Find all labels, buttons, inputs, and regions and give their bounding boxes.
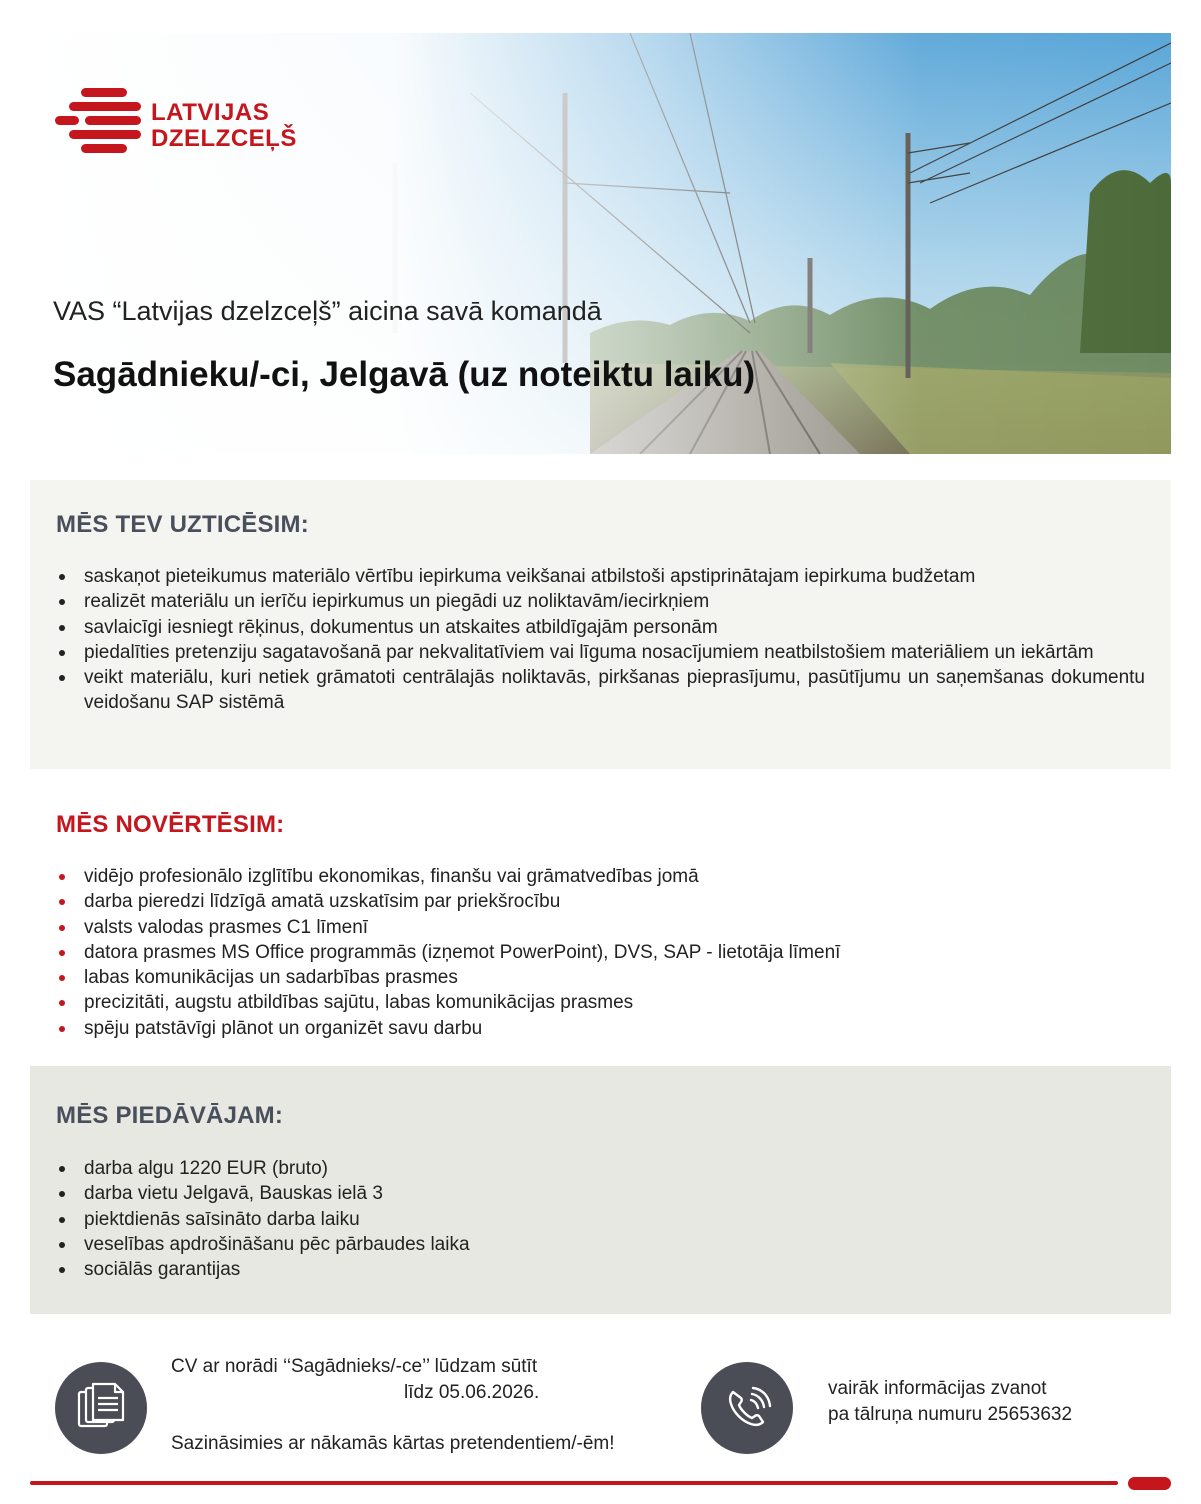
logo-line1: LATVIJAS	[151, 99, 270, 126]
list-item: realizēt materiālu un ierīču iepirkumus un piegādi uz noliktavām/iecirkņiem	[56, 589, 1145, 614]
list-item: precizitāti, augstu atbildības sajūtu, labas komunikācijas prasmes	[56, 990, 1145, 1015]
list-item: darba algu 1220 EUR (bruto)	[56, 1156, 1145, 1181]
phone-number-text: pa tālruņa numuru 25653632	[828, 1404, 1073, 1425]
section-heading: MĒS PIEDĀVĀJAM:	[56, 1102, 284, 1129]
list-item: spēju patstāvīgi plānot un organizēt savu darbu	[56, 1016, 1145, 1041]
section-responsibilities	[30, 480, 1171, 769]
requirements-list	[56, 864, 1145, 1041]
list-item: piedalīties pretenziju sagatavošanā par nekvalitatīviem vai līguma nosacījumiem neatbilstošiem materiāliem un iekārtām	[56, 640, 1145, 665]
list-item: veselības apdrošināšanu pēc pārbaudes laika	[56, 1232, 1145, 1257]
intro-text: VAS “Latvijas dzelzceļš” aicina savā komandā	[53, 296, 602, 326]
list-item: savlaicīgi iesniegt rēķinus, dokumentus un atskaites atbildīgajām personām	[56, 615, 1145, 640]
footer-divider	[30, 1481, 1118, 1485]
footer-accent	[1128, 1477, 1171, 1490]
list-item: darba pieredzi līdzīgā amatā uzskatīsim par priekšrocību	[56, 889, 1145, 914]
offer-list	[56, 1156, 1145, 1282]
responsibilities-list	[56, 564, 1145, 716]
contact-note: Sazināsimies ar nākamās kārtas pretendentiem/-ēm!	[171, 1433, 615, 1454]
section-heading: MĒS NOVĒRTĒSIM:	[56, 811, 285, 838]
list-item: saskaņot pieteikumus materiālo vērtību iepirkuma veikšanai atbilstoši apstiprinātajam iepirkuma budžetam	[56, 564, 1145, 589]
list-item: datora prasmes MS Office programmās (izņemot PowerPoint), DVS, SAP - lietotāja līmenī	[56, 940, 1145, 965]
list-item: labas komunikācijas un sadarbības prasmes	[56, 965, 1145, 990]
list-item: veikt materiālu, kuri netiek grāmatoti centrālajās noliktavās, pirkšanas pieprasījumu, pasūtījumu un saņemšanas dokumentu veidošanu SAP sistēmā	[56, 665, 1145, 716]
logo-line2: DZELZCEĻŠ	[151, 125, 297, 152]
phone-icon	[701, 1362, 793, 1454]
list-item: darba vietu Jelgavā, Bauskas ielā 3	[56, 1181, 1145, 1206]
latvijas-dzelzcels-logo	[55, 86, 315, 166]
cv-deadline: līdz 05.06.2026.	[404, 1382, 540, 1403]
list-item: sociālās garantijas	[56, 1257, 1145, 1282]
section-heading: MĒS TEV UZTICĒSIM:	[56, 511, 309, 538]
list-item: piektdienās saīsināto darba laiku	[56, 1207, 1145, 1232]
job-title: Sagādnieku/-ci, Jelgavā (uz noteiktu laiku)	[53, 355, 756, 394]
logo-stripes-icon	[55, 86, 145, 166]
documents-icon	[55, 1362, 147, 1454]
list-item: vidējo profesionālo izglītību ekonomikas, finanšu vai grāmatvedības jomā	[56, 864, 1145, 889]
section-offer	[30, 1066, 1171, 1314]
cv-instruction: CV ar norādi ‘‘Sagādnieks/-ce’’ lūdzam sūtīt	[171, 1356, 538, 1377]
info-text: vairāk informācijas zvanot	[828, 1378, 1047, 1399]
list-item: valsts valodas prasmes C1 līmenī	[56, 915, 1145, 940]
section-requirements	[30, 790, 1171, 1050]
